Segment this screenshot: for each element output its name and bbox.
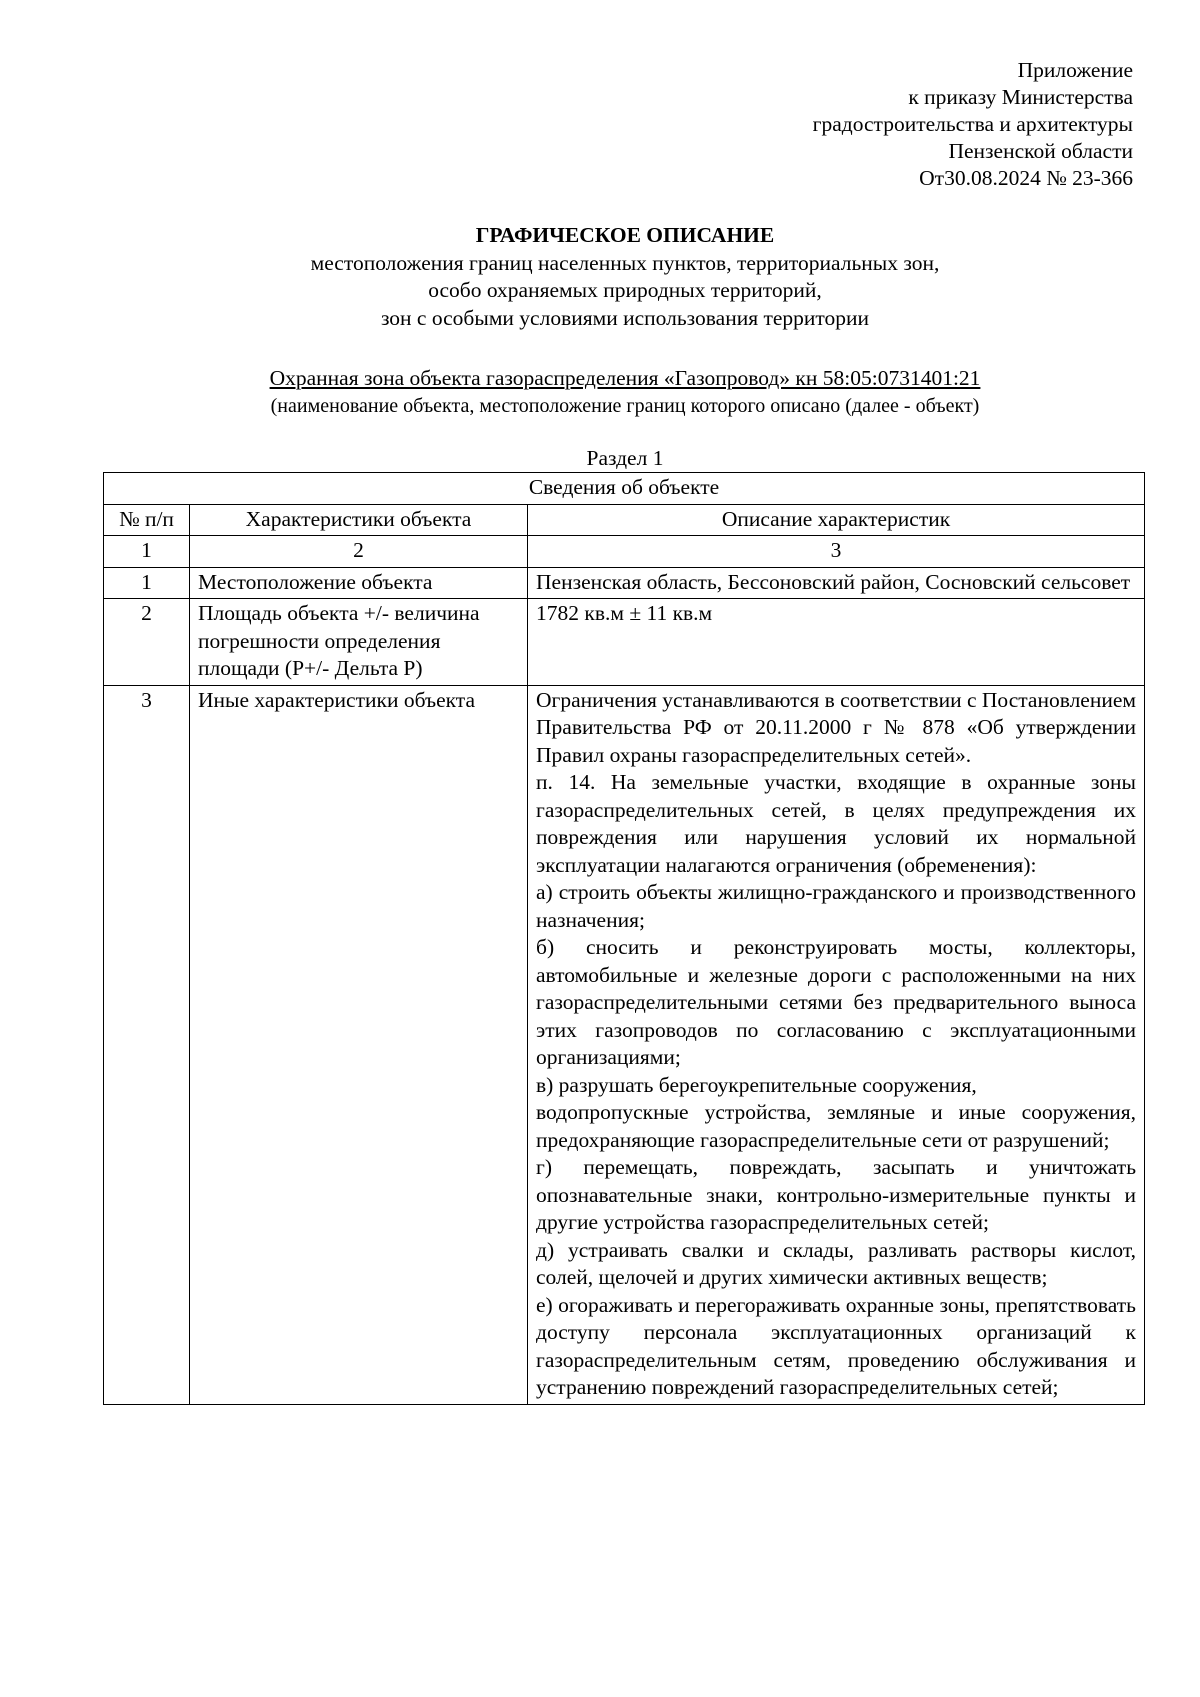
- row-value: [528, 685, 1145, 1404]
- section-label: Раздел 1: [586, 446, 664, 470]
- table-row: [104, 567, 1145, 599]
- value-paragraph: г) перемещать, повреждать, засыпать и уничтожать опознавательные знаки, контрольно-измерительные пункты и другие устройства газораспределительных сетей;: [536, 1155, 1136, 1234]
- document-title: [0, 222, 1200, 332]
- row-num: 1: [104, 567, 190, 599]
- value-paragraph: д) устраивать свалки и склады, разливать растворы кислот, солей, щелочей и других химически активных веществ;: [536, 1237, 1136, 1289]
- row-num: 3: [104, 685, 190, 1404]
- appendix-line: градостроительства и архитектуры: [812, 112, 1133, 136]
- table-row: [104, 599, 1145, 686]
- table-row: [104, 685, 1145, 1404]
- row-num: 2: [104, 599, 190, 686]
- title-heading: ГРАФИЧЕСКОЕ ОПИСАНИЕ: [475, 223, 775, 247]
- col-number: 3: [528, 536, 1145, 568]
- appendix-header: [813, 57, 1133, 192]
- title-line: особо охраняемых природных территорий,: [428, 278, 822, 302]
- object-name: Охранная зона объекта газораспределения «Газопровод» кн 58:05:0731401:21: [269, 366, 981, 390]
- appendix-date: От30.08.2024 № 23-366: [919, 166, 1133, 190]
- col-number: 1: [104, 536, 190, 568]
- title-line: местоположения границ населенных пунктов, территориальных зон,: [310, 250, 940, 275]
- row-name: Иные характеристики объекта: [190, 685, 528, 1404]
- row-value: 1782 кв.м ± 11 кв.м: [528, 599, 1145, 686]
- value-paragraph: б) сносить и реконструировать мосты, коллекторы, автомобильные и железные дороги с расположенными на них газораспределительными сетями без предварительного выноса этих газопроводов по согласованию с эксплуатационными организациями;: [536, 935, 1136, 1069]
- table-caption: Сведения об объекте: [104, 473, 1145, 505]
- value-paragraph: п. 14. На земельные участки, входящие в охранные зоны газораспределительных сетей, в целях предупреждения их повреждения или нарушения условий их нормальной эксплуатации налагаются ограничения (обременения):: [536, 770, 1136, 877]
- value-paragraph: Ограничения устанавливаются в соответствии с Постановлением Правительства РФ от 20.11.2000 г № 878 «Об утверждении Правил охраны газораспределительных сетей».: [536, 687, 1136, 767]
- appendix-line: Пензенской области: [948, 139, 1133, 163]
- row-name: Местоположение объекта: [190, 567, 528, 599]
- value-paragraph: в) разрушать берегоукрепительные сооружения,: [536, 1072, 977, 1097]
- object-hint: (наименование объекта, местоположение границ которого описано (далее - объект): [270, 394, 980, 417]
- object-info-table: [103, 472, 1145, 1405]
- header-characteristic: Характеристики объекта: [190, 504, 528, 536]
- value-paragraph: е) огораживать и перегораживать охранные зоны, препятствовать доступу персонала эксплуатационных организаций к газораспределительным сетям, проведению обслуживания и устранению повреждений газораспределительных сетей;: [536, 1292, 1136, 1399]
- header-num: № п/п: [104, 504, 190, 536]
- appendix-line: к приказу Министерства: [908, 85, 1133, 109]
- title-line: зон с особыми условиями использования территории: [380, 305, 870, 330]
- header-description: Описание характеристик: [528, 504, 1145, 536]
- value-paragraph: водопропускные устройства, земляные и иные сооружения, предохраняющие газораспределительные сети от разрушений;: [536, 1100, 1136, 1152]
- appendix-line: Приложение: [1017, 58, 1133, 82]
- value-paragraph: а) строить объекты жилищно-гражданского и производственного назначения;: [536, 880, 1136, 932]
- object-block: [0, 365, 1200, 420]
- row-name: Площадь объекта +/- величина погрешности определения площади (Р+/- Дельта Р): [190, 599, 528, 686]
- col-number: 2: [190, 536, 528, 568]
- row-value: Пензенская область, Бессоновский район, Сосновский сельсовет: [528, 567, 1145, 599]
